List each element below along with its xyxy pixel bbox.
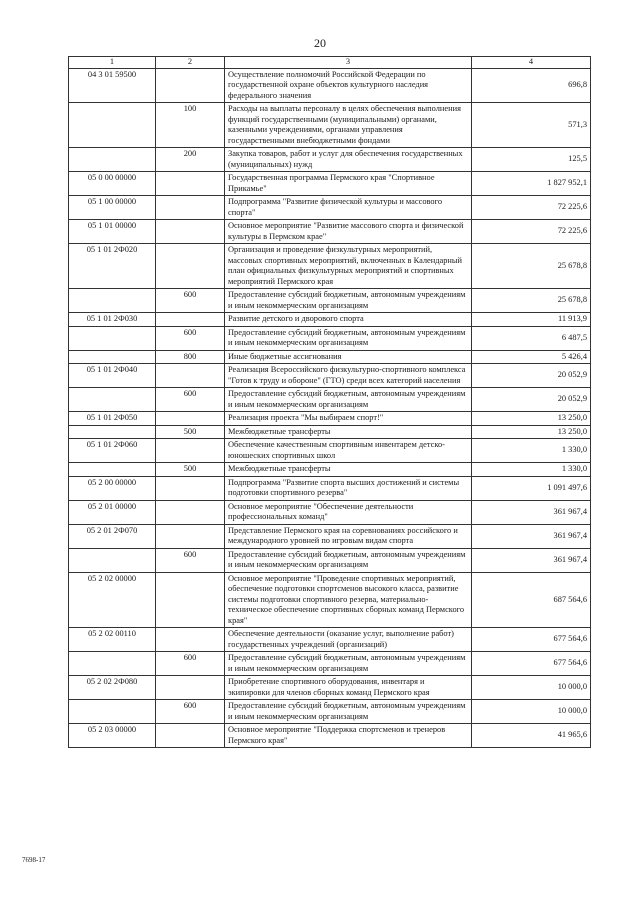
cell-name: Предоставление субсидий бюджетным, автономным учреждениям и иным некоммерческим организациям: [225, 700, 472, 724]
cell-name: Основное мероприятие "Проведение спортивных мероприятий, обеспечение подготовки спортсменов высокого класса, развитие системы подготовки спортивного резерва, материально-техническое обеспечение спортивных сборных команд Пермского края": [225, 572, 472, 628]
cell-code: 05 1 01 00000: [69, 220, 156, 244]
cell-type: [156, 196, 225, 220]
cell-amount: 13 250,0: [472, 425, 591, 439]
cell-code: 05 2 02 00000: [69, 572, 156, 628]
cell-code: 04 3 01 59500: [69, 68, 156, 103]
cell-type: 600: [156, 388, 225, 412]
column-header-name: 3: [225, 57, 472, 69]
table-row: [69, 350, 591, 364]
table-row: [69, 476, 591, 500]
table-row: [69, 326, 591, 350]
cell-name: Основное мероприятие "Развитие массового спорта и физической культуры в Пермском крае": [225, 220, 472, 244]
table-row: [69, 103, 591, 148]
cell-code: [69, 652, 156, 676]
cell-type: [156, 244, 225, 289]
table-row: [69, 676, 591, 700]
cell-amount: 41 965,6: [472, 724, 591, 748]
table-row: [69, 313, 591, 327]
cell-type: [156, 724, 225, 748]
cell-type: [156, 572, 225, 628]
cell-name: Межбюджетные трансферты: [225, 425, 472, 439]
cell-name: Подпрограмма "Развитие физической культуры и массового спорта": [225, 196, 472, 220]
cell-name: Организация и проведение физкультурных мероприятий, массовых спортивных мероприятий, включенных в Календарный план официальных физкультурных мероприятий и спортивных мероприятий Пермского края: [225, 244, 472, 289]
cell-name: Представление Пермского края на соревнованиях российского и международного уровней по игровым видам спорта: [225, 524, 472, 548]
cell-amount: 361 967,4: [472, 500, 591, 524]
table-row: [69, 652, 591, 676]
cell-name: Предоставление субсидий бюджетным, автономным учреждениям и иным некоммерческим организациям: [225, 548, 472, 572]
cell-amount: 361 967,4: [472, 524, 591, 548]
cell-name: Основное мероприятие "Поддержка спортсменов и тренеров Пермского края": [225, 724, 472, 748]
cell-type: [156, 412, 225, 426]
cell-type: [156, 439, 225, 463]
cell-name: Предоставление субсидий бюджетным, автономным учреждениям и иным некоммерческим организациям: [225, 652, 472, 676]
table-row: [69, 289, 591, 313]
cell-name: Предоставление субсидий бюджетным, автономным учреждениям и иным некоммерческим организациям: [225, 326, 472, 350]
cell-code: 05 2 03 00000: [69, 724, 156, 748]
cell-amount: 1 827 952,1: [472, 172, 591, 196]
cell-type: 200: [156, 148, 225, 172]
table-row: [69, 700, 591, 724]
footer-document-code: 7698-17: [22, 856, 46, 864]
cell-name: Расходы на выплаты персоналу в целях обеспечения выполнения функций государственными (муниципальными) органами, казенными учреждениями, органами управления государственными внебюджетными фондами: [225, 103, 472, 148]
cell-type: [156, 172, 225, 196]
cell-name: Осуществление полномочий Российской Федерации по государственной охране объектов культурного наследия федерального значения: [225, 68, 472, 103]
cell-type: 600: [156, 700, 225, 724]
table-header-row: [69, 57, 591, 69]
cell-amount: 20 052,9: [472, 388, 591, 412]
cell-amount: 11 913,9: [472, 313, 591, 327]
cell-code: [69, 103, 156, 148]
cell-amount: 677 564,6: [472, 628, 591, 652]
table-row: [69, 500, 591, 524]
table-row: [69, 524, 591, 548]
cell-type: [156, 628, 225, 652]
cell-name: Обеспечение качественным спортивным инвентарем детско-юношеских спортивных школ: [225, 439, 472, 463]
cell-amount: 25 678,8: [472, 289, 591, 313]
cell-code: 05 1 01 2Ф020: [69, 244, 156, 289]
cell-code: [69, 463, 156, 477]
cell-type: 100: [156, 103, 225, 148]
table-row: [69, 463, 591, 477]
cell-type: [156, 313, 225, 327]
cell-type: 500: [156, 425, 225, 439]
table-row: [69, 172, 591, 196]
column-header-amount: 4: [472, 57, 591, 69]
cell-code: [69, 326, 156, 350]
cell-name: Межбюджетные трансферты: [225, 463, 472, 477]
cell-code: 05 1 01 2Ф040: [69, 364, 156, 388]
cell-amount: 20 052,9: [472, 364, 591, 388]
cell-code: [69, 700, 156, 724]
cell-type: [156, 220, 225, 244]
cell-code: 05 1 01 2Ф030: [69, 313, 156, 327]
cell-name: Обеспечение деятельности (оказание услуг, выполнение работ) государственных учреждений (организаций): [225, 628, 472, 652]
cell-code: 05 0 00 00000: [69, 172, 156, 196]
table-row: [69, 724, 591, 748]
cell-type: [156, 68, 225, 103]
cell-amount: 25 678,8: [472, 244, 591, 289]
page-number: 20: [314, 36, 326, 50]
cell-code: [69, 425, 156, 439]
cell-code: [69, 350, 156, 364]
table-row: [69, 628, 591, 652]
budget-table: [68, 56, 591, 748]
cell-name: Приобретение спортивного оборудования, инвентаря и экипировки для членов сборных команд Пермского края: [225, 676, 472, 700]
cell-type: 600: [156, 289, 225, 313]
cell-code: 05 1 00 00000: [69, 196, 156, 220]
cell-name: Развитие детского и дворового спорта: [225, 313, 472, 327]
cell-type: 600: [156, 652, 225, 676]
cell-code: 05 2 02 2Ф080: [69, 676, 156, 700]
table-row: [69, 572, 591, 628]
table-row: [69, 548, 591, 572]
cell-name: Закупка товаров, работ и услуг для обеспечения государственных (муниципальных) нужд: [225, 148, 472, 172]
cell-code: [69, 289, 156, 313]
cell-amount: 10 000,0: [472, 676, 591, 700]
cell-code: 05 2 02 00110: [69, 628, 156, 652]
table-row: [69, 68, 591, 103]
cell-type: [156, 364, 225, 388]
cell-name: Государственная программа Пермского края "Спортивное Прикамье": [225, 172, 472, 196]
cell-amount: 677 564,6: [472, 652, 591, 676]
cell-type: 600: [156, 548, 225, 572]
table-row: [69, 412, 591, 426]
cell-type: [156, 676, 225, 700]
cell-code: [69, 148, 156, 172]
cell-amount: 13 250,0: [472, 412, 591, 426]
cell-code: 05 2 00 00000: [69, 476, 156, 500]
cell-name: Подпрограмма "Развитие спорта высших достижений и системы подготовки спортивного резерва": [225, 476, 472, 500]
cell-type: 500: [156, 463, 225, 477]
cell-amount: 125,5: [472, 148, 591, 172]
cell-amount: 687 564,6: [472, 572, 591, 628]
table-row: [69, 148, 591, 172]
cell-type: 600: [156, 326, 225, 350]
cell-amount: 571,3: [472, 103, 591, 148]
cell-code: [69, 388, 156, 412]
cell-name: Реализация Всероссийского физкультурно-спортивного комплекса "Готов к труду и обороне" (ГТО) среди всех категорий населения: [225, 364, 472, 388]
cell-name: Реализация проекта "Мы выбираем спорт!": [225, 412, 472, 426]
column-header-code: 1: [69, 57, 156, 69]
cell-name: Предоставление субсидий бюджетным, автономным учреждениям и иным некоммерческим организациям: [225, 388, 472, 412]
cell-name: Основное мероприятие "Обеспечение деятельности профессиональных команд": [225, 500, 472, 524]
cell-type: [156, 524, 225, 548]
cell-amount: 72 225,6: [472, 220, 591, 244]
cell-amount: 5 426,4: [472, 350, 591, 364]
cell-amount: 1 330,0: [472, 463, 591, 477]
cell-type: [156, 500, 225, 524]
table-row: [69, 244, 591, 289]
cell-name: Предоставление субсидий бюджетным, автономным учреждениям и иным некоммерческим организациям: [225, 289, 472, 313]
cell-amount: 1 330,0: [472, 439, 591, 463]
cell-amount: 10 000,0: [472, 700, 591, 724]
cell-code: 05 1 01 2Ф050: [69, 412, 156, 426]
table-row: [69, 196, 591, 220]
cell-type: [156, 476, 225, 500]
cell-code: 05 2 01 00000: [69, 500, 156, 524]
cell-code: [69, 548, 156, 572]
cell-amount: 1 091 497,6: [472, 476, 591, 500]
cell-amount: 6 487,5: [472, 326, 591, 350]
table-row: [69, 364, 591, 388]
table-row: [69, 439, 591, 463]
cell-name: Иные бюджетные ассигнования: [225, 350, 472, 364]
cell-amount: 696,8: [472, 68, 591, 103]
cell-code: 05 1 01 2Ф060: [69, 439, 156, 463]
table-row: [69, 425, 591, 439]
column-header-type: 2: [156, 57, 225, 69]
cell-amount: 361 967,4: [472, 548, 591, 572]
table-row: [69, 220, 591, 244]
cell-amount: 72 225,6: [472, 196, 591, 220]
table-row: [69, 388, 591, 412]
cell-code: 05 2 01 2Ф070: [69, 524, 156, 548]
cell-type: 800: [156, 350, 225, 364]
